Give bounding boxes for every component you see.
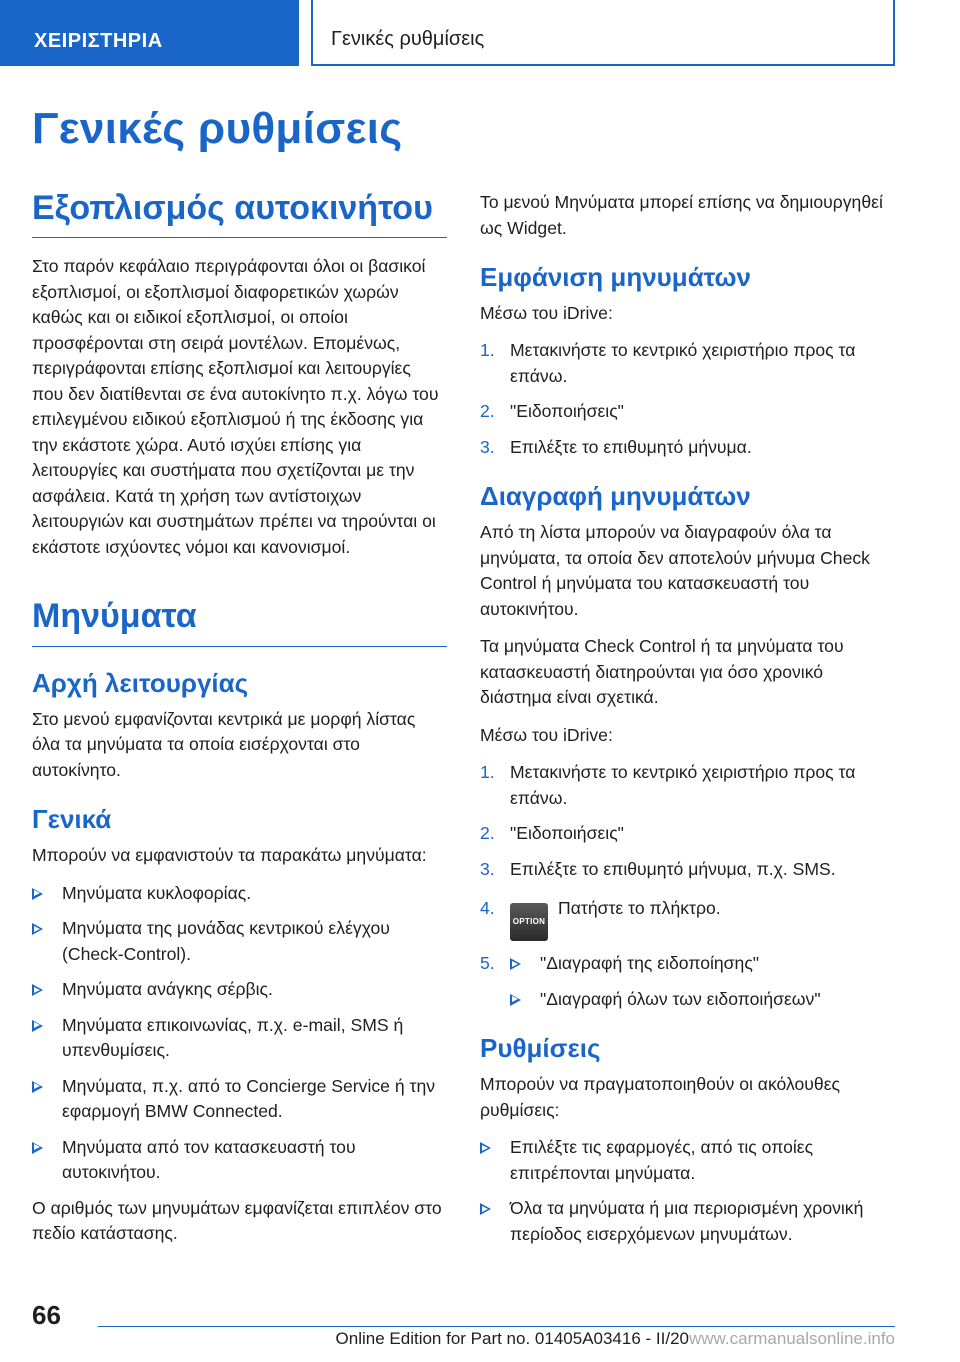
step-text: Επιλέξτε το επιθυμητό μήνυμα, π.χ. SMS. — [510, 858, 836, 879]
equipment-body: Στο παρόν κεφάλαιο περιγράφονται όλοι οι βασικοί εξοπλισμοί, οι εξοπλισμοί διαφορετικών χωρών καθώς και οι ειδικοί εξοπλισμοί, οι οποίοι προσφέρονται στη σειρά μοντέλων. Επομένως, περιγράφονται επίσης εξοπλισμοί και λειτουργίες που δεν διατίθενται σε ένα αυτοκίνητο π.χ. λόγω του επιλεγμένου ειδικού εξοπλισμού ή της έκδοσης για την εκάστοτε χώρα. Αυτό ισχύει επίσης για λειτουργίες και συστήματα που σχετίζονται με την ασφάλεια. Κατά τη χρήση των αντίστοιχων λειτουργιών και συστημάτων πρέπει να τηρούνται οι εκάστοτε ισχύοντες νόμοι και κανονισμοί. — [32, 256, 439, 557]
heading-messages: Μηνύματα — [32, 598, 447, 646]
heading-equipment: Εξοπλισμός αυτοκινήτου — [32, 190, 447, 238]
triangle-bullet-icon — [510, 994, 521, 1006]
heading-delete-messages: Διαγραφή μηνυμάτων — [480, 481, 751, 512]
list-item-text: Επιλέξτε τις εφαρμογές, από τις οποίες επιτρέπονται μηνύματα. — [510, 1137, 814, 1183]
list-item — [480, 1196, 895, 1247]
triangle-bullet-icon — [480, 1142, 491, 1154]
step-item — [480, 760, 895, 811]
list-item-text: Μηνύματα κυκλοφορίας. — [62, 882, 252, 903]
settings-list — [480, 1135, 895, 1247]
triangle-bullet-icon — [32, 923, 43, 935]
step-item — [480, 951, 895, 1012]
step-text: Μετακινήστε το κεντρικό χειριστήριο προς τα επάνω. — [510, 340, 856, 386]
right-column — [480, 190, 895, 1257]
list-item-text: Μηνύματα της μονάδας κεντρικού ελέγχου (Check-Control). — [62, 918, 390, 964]
heading-principle: Αρχή λειτουργίας — [32, 667, 249, 698]
step-item — [480, 435, 895, 461]
settings-body: Μπορούν να πραγματοποιηθούν οι ακόλουθες ρυθμίσεις: — [480, 1074, 841, 1120]
step-number: 3. — [480, 436, 495, 457]
page-number: 66 — [32, 1300, 61, 1330]
edition-text: Online Edition for Part no. 01405A03416 - II/20 — [335, 1329, 689, 1348]
triangle-bullet-icon — [32, 1081, 43, 1093]
footer-edition — [336, 1329, 895, 1349]
list-item-text: Μηνύματα επικοινωνίας, π.χ. e-mail, SMS ή υπενθυμίσεις. — [62, 1014, 404, 1061]
step-number: 1. — [480, 340, 495, 361]
footer-divider — [98, 1326, 895, 1327]
watermark[interactable]: www.carmanualsonline.info — [689, 1329, 895, 1348]
triangle-bullet-icon — [510, 958, 521, 970]
list-item — [510, 987, 895, 1013]
delete-options-list — [510, 951, 895, 1012]
triangle-bullet-icon — [480, 1203, 491, 1215]
count-note: Ο αριθμός των μηνυμάτων εμφανίζεται επιπλέον στο πεδίο κατάστασης. — [32, 1197, 442, 1244]
list-item — [32, 916, 447, 967]
heading-show-messages: Εμφάνιση μηνυμάτων — [480, 262, 751, 292]
step-text: Μετακινήστε το κεντρικό χειριστήριο προς τα επάνω. — [510, 762, 856, 808]
triangle-bullet-icon — [32, 1020, 43, 1032]
step-text: Πατήστε το πλήκτρο. — [558, 898, 721, 919]
show-via: Μέσω του iDrive: — [480, 302, 613, 323]
list-item-text: Όλα τα μηνύματα ή μια περιορισμένη χρονική περίοδος εισερχόμενων μηνυμάτων. — [510, 1198, 864, 1244]
step-number: 5. — [480, 953, 495, 974]
delete-via: Μέσω του iDrive: — [480, 724, 613, 745]
message-types-list — [32, 881, 447, 1186]
list-item — [32, 977, 447, 1003]
principle-body: Στο μενού εμφανίζονται κεντρικά με μορφή λίστας όλα τα μηνύματα τα οποία εισέρχονται στο αυτοκίνητο. — [32, 708, 416, 780]
step-number: 3. — [480, 858, 495, 879]
step-item — [480, 896, 895, 941]
list-item — [32, 1013, 447, 1064]
step-number: 1. — [480, 762, 495, 783]
triangle-bullet-icon — [32, 888, 43, 900]
step-number: 2. — [480, 823, 495, 844]
general-body: Μπορούν να εμφανιστούν τα παρακάτω μηνύματα: — [32, 845, 427, 866]
heading-general: Γενικά — [32, 804, 112, 835]
step-text: "Ειδοποιήσεις" — [510, 823, 624, 844]
triangle-bullet-icon — [32, 984, 43, 996]
list-item-text: Μηνύματα ανάγκης σέρβις. — [62, 979, 273, 1000]
show-steps — [480, 338, 895, 460]
list-item-text: "Διαγραφή της ειδοποίησης" — [540, 953, 760, 974]
step-item — [480, 338, 895, 389]
list-item-text: Μηνύματα, π.χ. από το Concierge Service ή την εφαρμογή BMW Connected. — [62, 1075, 436, 1122]
delete-body-1: Από τη λίστα μπορούν να διαγραφούν όλα τα μηνύματα, τα οποία δεν αποτελούν μήνυμα Check Control ή μηνύματα του κατασκευαστή του αυτοκινήτου. — [480, 522, 870, 619]
list-item — [32, 1074, 447, 1125]
step-item — [480, 857, 895, 883]
step-item — [480, 821, 895, 847]
list-item — [32, 881, 447, 907]
page-title: Γενικές ρυθμίσεις — [32, 104, 403, 153]
step-text: Επιλέξτε το επιθυμητό μήνυμα. — [510, 436, 752, 457]
delete-steps — [480, 760, 895, 1012]
list-item — [480, 1135, 895, 1186]
step-number: 4. — [480, 898, 495, 919]
section-header: Γενικές ρυθμίσεις — [311, 0, 895, 66]
delete-body-2: Τα μηνύματα Check Control ή τα μηνύματα του κατασκευαστή διατηρούνται για όσο χρονικό διάστημα είναι σχετικά. — [480, 636, 844, 708]
step-item — [480, 399, 895, 425]
triangle-bullet-icon — [32, 1142, 43, 1154]
chapter-tab: ΧΕΙΡΙΣΤΗΡΙΑ — [0, 0, 299, 66]
left-column — [32, 190, 447, 1259]
step-number: 2. — [480, 401, 495, 422]
list-item — [32, 1135, 447, 1186]
heading-settings: Ρυθμίσεις — [480, 1033, 601, 1064]
list-item — [510, 951, 895, 977]
list-item-text: Μηνύματα από τον κατασκευαστή του αυτοκινήτου. — [62, 1136, 356, 1183]
list-item-text: "Διαγραφή όλων των ειδοποιήσεων" — [540, 988, 821, 1009]
option-button-icon: OPTION — [510, 903, 548, 941]
widget-note: Το μενού Μηνύματα μπορεί επίσης να δημιουργηθεί ως Widget. — [480, 192, 883, 238]
step-text: "Ειδοποιήσεις" — [510, 401, 624, 422]
